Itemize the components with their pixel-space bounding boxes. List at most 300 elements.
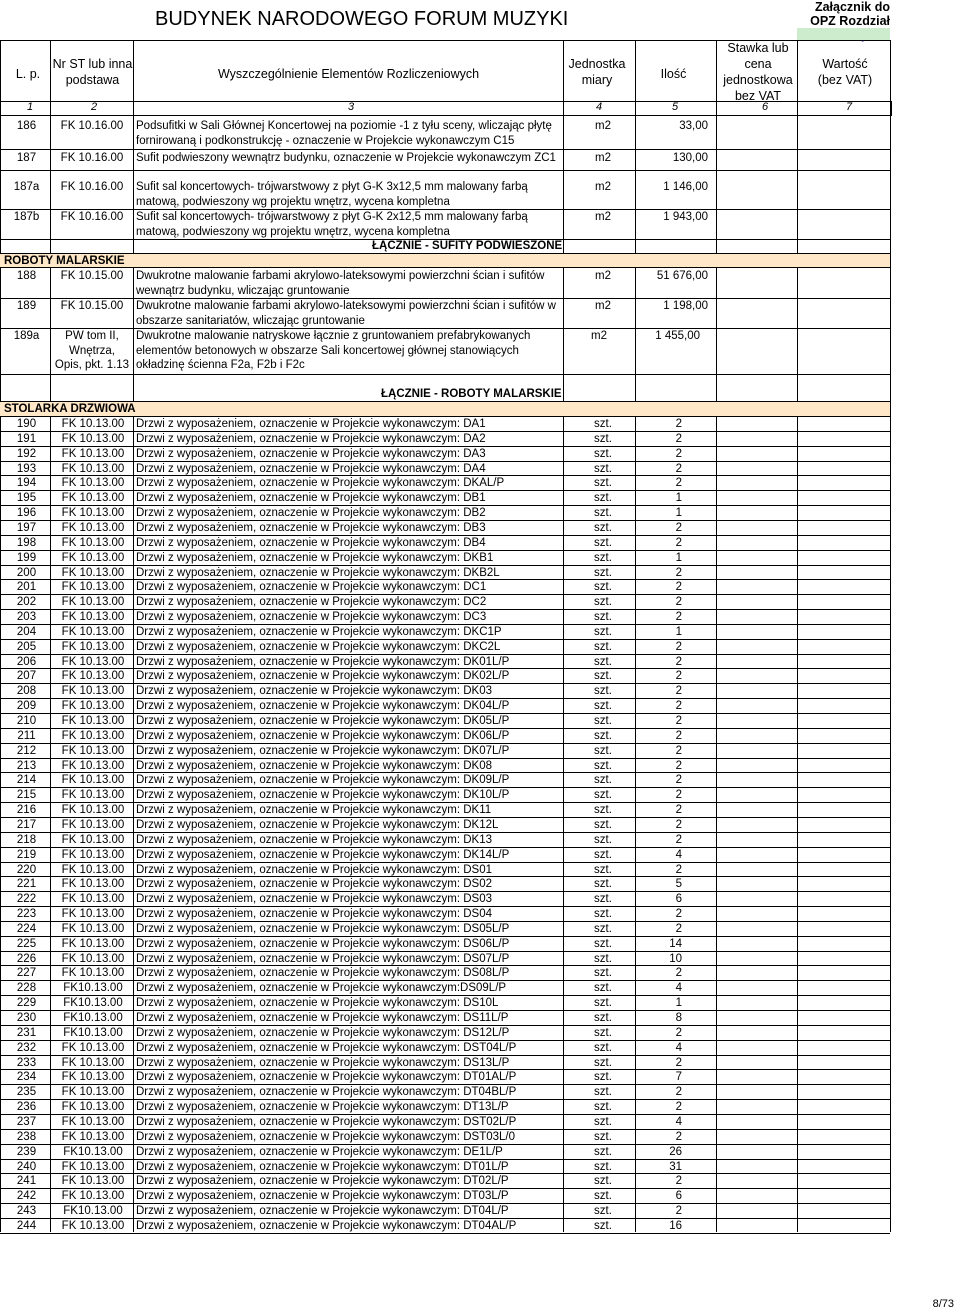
row-unit: szt. xyxy=(594,492,612,505)
row-unit: szt. xyxy=(594,447,612,460)
row-qty: 51 676,00 xyxy=(656,270,708,282)
row-st: FK 10.13.00 xyxy=(61,848,125,861)
row-lp: 211 xyxy=(17,729,36,742)
row-desc: Sufit sal koncertowych- trójwarstwowy z płyt G-K 3x12,5 mm malowany farbą xyxy=(136,181,528,193)
row-lp: 237 xyxy=(16,1115,37,1128)
row-desc: Drzwi z wyposażeniem, oznaczenie w Projekcie wykonawczym: DE1L/P xyxy=(136,1145,503,1158)
row-st: FK 10.13.00 xyxy=(61,759,125,772)
table-row xyxy=(0,1115,890,1130)
table-row xyxy=(0,1174,890,1189)
row-lp: 186 xyxy=(16,120,37,132)
row-st: FK 10.13.00 xyxy=(61,1160,125,1173)
row-qty: 2 xyxy=(675,1130,682,1143)
table-row xyxy=(0,1070,890,1085)
row-desc: Drzwi z wyposażeniem, oznaczenie w Projekcie wykonawczym: DK09L/P xyxy=(136,774,510,787)
row-desc: Drzwi z wyposażeniem, oznaczenie w Projekcie wykonawczym: DS06L/P xyxy=(136,937,510,950)
row-lp: 195 xyxy=(16,492,37,505)
row-st: FK 10.16.00 xyxy=(60,211,124,223)
row-lp: 189a xyxy=(13,330,40,342)
row-st: FK 10.13.00 xyxy=(61,640,125,653)
row-qty: 2 xyxy=(675,729,682,742)
row-st: FK 10.13.00 xyxy=(61,952,125,965)
table-row xyxy=(0,952,890,967)
row-lp: 239 xyxy=(16,1145,37,1158)
row-lp: 204 xyxy=(16,625,37,638)
row-st: FK 10.13.00 xyxy=(61,1086,125,1099)
row-unit: szt. xyxy=(594,908,612,921)
row-st: FK 10.13.00 xyxy=(61,432,125,445)
row-lp: 187b xyxy=(13,211,40,223)
table-row xyxy=(0,625,890,640)
col-number: 1 xyxy=(27,101,34,113)
row-lp: 214 xyxy=(16,774,37,787)
row-st: FK 10.13.00 xyxy=(61,611,125,624)
row-st: FK 10.13.00 xyxy=(61,551,125,564)
table-row xyxy=(0,684,890,699)
row-st: FK 10.13.00 xyxy=(61,715,125,727)
row-unit: szt. xyxy=(594,581,612,594)
table-row xyxy=(0,269,890,284)
table-row xyxy=(0,863,890,878)
row-desc: Drzwi z wyposażeniem, oznaczenie w Projekcie wykonawczym: DKB1 xyxy=(136,551,494,564)
row-st: FK 10.13.00 xyxy=(61,507,125,520)
row-lp: 232 xyxy=(16,1041,37,1054)
table-row xyxy=(0,580,890,595)
row-desc: Drzwi z wyposażeniem, oznaczenie w Projekcie wykonawczym: DS11L/P xyxy=(136,1012,509,1024)
row-qty: 2 xyxy=(675,922,682,935)
row-desc: Drzwi z wyposażeniem, oznaczenie w Projekcie wykonawczym: DA1 xyxy=(136,418,486,430)
row-desc-line1: Dwukrotne malowanie natryskowe łącznie z gruntowaniem prefabrykowanych xyxy=(136,330,531,342)
row-st: FK 10.13.00 xyxy=(61,789,125,802)
row-desc: Drzwi z wyposażeniem, oznaczenie w Projekcie wykonawczym: DK14L/P xyxy=(136,848,510,861)
section-doors-label: STOLARKA DRZWIOWA xyxy=(4,403,136,415)
col-unit-line2: miary xyxy=(581,73,613,87)
row-qty: 1 455,00 xyxy=(655,330,700,342)
row-qty: 130,00 xyxy=(672,152,708,164)
row-lp: 226 xyxy=(16,952,37,965)
row-lp: 231 xyxy=(16,1026,37,1039)
table-row xyxy=(0,714,890,729)
table-row xyxy=(0,833,890,848)
row-st: FK 10.13.00 xyxy=(61,1056,125,1069)
row-qty: 1 943,00 xyxy=(663,211,708,223)
row-unit: szt. xyxy=(594,893,612,906)
row-desc: Drzwi z wyposażeniem, oznaczenie w Projekcie wykonawczym: DK03 xyxy=(136,685,492,698)
row-qty: 2 xyxy=(675,685,682,698)
table-row xyxy=(0,1011,890,1026)
row-lp: 228 xyxy=(16,982,37,995)
row-qty: 2 xyxy=(675,967,682,980)
table-row xyxy=(0,1085,890,1100)
row-unit: szt. xyxy=(594,1190,612,1203)
col-desc: Wyszczególnienie Elementów Rozliczeniowych xyxy=(217,67,480,81)
row-qty: 2 xyxy=(675,418,682,430)
row-st: FK 10.13.00 xyxy=(61,863,125,876)
table-row-cont xyxy=(0,314,890,329)
row-lp: 199 xyxy=(16,551,37,564)
row-unit: szt. xyxy=(594,551,612,564)
row-unit: szt. xyxy=(594,566,612,579)
row-unit: szt. xyxy=(594,1219,612,1232)
grid-line xyxy=(0,40,890,41)
row-unit: szt. xyxy=(594,982,612,995)
row-st: FK 10.13.00 xyxy=(61,908,125,921)
row-unit: szt. xyxy=(594,432,612,445)
row-lp: 227 xyxy=(16,967,37,980)
row-qty: 2 xyxy=(675,447,682,460)
table-row xyxy=(0,640,890,655)
row-lp: 235 xyxy=(16,1086,37,1099)
table-row-cont xyxy=(0,195,890,210)
row-desc: Drzwi z wyposażeniem, oznaczenie w Projekcie wykonawczym: DST03L/0 xyxy=(136,1130,516,1143)
row-desc xyxy=(136,329,564,373)
row-divider xyxy=(0,1233,890,1234)
table-row xyxy=(0,922,890,937)
row-st: FK 10.13.00 xyxy=(61,625,125,638)
row-unit: szt. xyxy=(594,744,612,757)
row-st: FK 10.13.00 xyxy=(61,729,125,742)
row-desc: Drzwi z wyposażeniem, oznaczenie w Projekcie wykonawczym: DK04L/P xyxy=(136,700,510,713)
row-qty: 2 xyxy=(675,611,682,624)
table-row xyxy=(0,773,890,788)
row-desc: Drzwi z wyposażeniem, oznaczenie w Projekcie wykonawczym: DT04L/P xyxy=(136,1205,509,1218)
row-lp: 217 xyxy=(16,818,37,831)
row-desc: fornirowaną i podkonstrukcję - oznaczenie w Projekcie wykonawczym C15 xyxy=(136,135,515,147)
row-lp: 197 xyxy=(16,521,37,534)
table-row xyxy=(0,699,890,714)
total-painting: ŁĄCZNIE - ROBOTY MALARSKIE xyxy=(381,388,562,400)
row-unit: szt. xyxy=(594,596,612,609)
col-qty: Ilość xyxy=(660,67,687,81)
row-st: FK10.13.00 xyxy=(63,1145,123,1158)
row-st: FK 10.16.00 xyxy=(60,120,124,132)
table-row xyxy=(0,937,890,952)
row-lp: 189 xyxy=(16,300,37,312)
col-rate-line4: bez VAT xyxy=(734,89,782,103)
table-row xyxy=(0,1056,890,1071)
table-row xyxy=(0,1130,890,1145)
row-st: FK 10.13.00 xyxy=(61,1041,125,1054)
row-qty: 26 xyxy=(669,1145,682,1158)
row-unit: szt. xyxy=(594,729,612,742)
row-qty: 2 xyxy=(675,1205,682,1218)
col-rate xyxy=(717,40,799,104)
row-desc: Drzwi z wyposażeniem, oznaczenie w Projekcie wykonawczym: DT01AL/P xyxy=(136,1071,517,1084)
row-qty: 2 xyxy=(675,1101,682,1114)
row-st: FK10.13.00 xyxy=(63,997,123,1010)
row-desc: Drzwi z wyposażeniem, oznaczenie w Projekcie wykonawczym: DST02L/P xyxy=(136,1115,517,1128)
row-lp: 198 xyxy=(16,536,37,549)
row-qty: 2 xyxy=(675,596,682,609)
row-qty: 1 xyxy=(675,492,682,505)
row-desc: Drzwi z wyposażeniem, oznaczenie w Projekcie wykonawczym: DKC2L xyxy=(136,640,501,653)
grid-line xyxy=(890,40,891,1232)
row-unit: szt. xyxy=(594,1175,612,1188)
row-qty: 2 xyxy=(675,1056,682,1069)
row-unit: m2 xyxy=(595,211,611,223)
row-lp: 208 xyxy=(16,685,37,698)
row-qty: 2 xyxy=(675,581,682,594)
table-row xyxy=(0,180,890,195)
row-qty: 2 xyxy=(675,833,682,846)
row-desc: Drzwi z wyposażeniem, oznaczenie w Projekcie wykonawczym: DK07L/P xyxy=(136,744,510,757)
row-unit: szt. xyxy=(594,804,612,817)
row-qty: 2 xyxy=(675,759,682,772)
row-desc: Drzwi z wyposażeniem, oznaczenie w Projekcie wykonawczym: DK06L/P xyxy=(136,729,510,742)
row-st: FK 10.13.00 xyxy=(61,1175,125,1188)
col-st xyxy=(50,56,135,88)
row-st: FK 10.13.00 xyxy=(61,418,125,430)
row-st: FK 10.13.00 xyxy=(61,670,125,683)
row-lp: 222 xyxy=(16,893,37,906)
row-st: FK 10.13.00 xyxy=(61,1130,125,1143)
table-row xyxy=(0,892,890,907)
row-unit: szt. xyxy=(594,997,612,1010)
table-row xyxy=(0,788,890,803)
annex-line-1: Załącznik do xyxy=(814,0,890,14)
row-lp: 190 xyxy=(16,418,37,430)
row-desc: wewnątrz budynku, wliczając gruntowanie xyxy=(136,285,350,297)
col-value-line2: (bez VAT) xyxy=(817,73,873,87)
row-lp: 193 xyxy=(16,462,37,475)
row-unit: szt. xyxy=(594,1205,612,1218)
row-desc: Drzwi z wyposażeniem, oznaczenie w Projekcie wykonawczym: DK11 xyxy=(136,804,492,817)
row-qty: 2 xyxy=(675,715,682,727)
row-lp: 230 xyxy=(16,1012,37,1024)
row-lp: 196 xyxy=(16,507,37,520)
row-unit: szt. xyxy=(594,670,612,683)
row-qty: 2 xyxy=(675,536,682,549)
row-qty: 2 xyxy=(675,566,682,579)
row-lp: 205 xyxy=(16,640,37,653)
row-st: FK 10.13.00 xyxy=(61,536,125,549)
row-st: FK 10.13.00 xyxy=(61,492,125,505)
row-desc: Drzwi z wyposażeniem, oznaczenie w Projekcie wykonawczym: DT04BL/P xyxy=(136,1086,517,1099)
col-number: 5 xyxy=(672,101,679,113)
row-qty: 1 xyxy=(675,551,682,564)
row-lp: 202 xyxy=(16,596,37,609)
row-desc: Sufit sal koncertowych- trójwarstwowy z płyt G-K 2x12,5 mm malowany farbą xyxy=(136,211,528,223)
table-row xyxy=(0,210,890,225)
row-unit: szt. xyxy=(594,937,612,950)
section-painting-label: ROBOTY MALARSKIE xyxy=(4,255,125,267)
row-st xyxy=(50,329,134,373)
row-qty: 7 xyxy=(675,1071,682,1084)
page-number: 8/73 xyxy=(932,1298,954,1310)
row-unit: szt. xyxy=(594,967,612,980)
row-lp: 212 xyxy=(16,744,37,757)
row-desc: Drzwi z wyposażeniem, oznaczenie w Projekcie wykonawczym: DT04AL/P xyxy=(136,1219,517,1232)
row-unit: szt. xyxy=(594,922,612,935)
row-st: FK 10.13.00 xyxy=(61,566,125,579)
row-qty: 8 xyxy=(675,1012,682,1024)
row-qty: 2 xyxy=(675,1026,682,1039)
col-rate-line3: jednostkowa xyxy=(723,73,793,87)
row-qty: 14 xyxy=(669,937,682,950)
row-qty: 2 xyxy=(675,744,682,757)
row-qty: 2 xyxy=(675,655,682,668)
row-qty: 4 xyxy=(675,1041,682,1054)
table-row xyxy=(0,536,890,551)
row-lp: 236 xyxy=(16,1101,37,1114)
row-desc: Drzwi z wyposażeniem, oznaczenie w Projekcie wykonawczym: DB4 xyxy=(136,536,486,549)
row-lp: 229 xyxy=(16,997,37,1010)
row-desc: matową, podwieszony wg projektu wnętrz, wycena kompletna xyxy=(136,196,450,208)
row-desc: Drzwi z wyposażeniem, oznaczenie w Projekcie wykonawczym: DB2 xyxy=(136,507,486,520)
row-lp: 194 xyxy=(16,477,37,490)
table-row xyxy=(0,1204,890,1219)
table-row-cont xyxy=(0,225,890,240)
row-desc-line3: okładzinę ścienna F2a, F2b i F2c xyxy=(136,359,305,371)
row-lp: 225 xyxy=(16,937,37,950)
row-lp: 244 xyxy=(16,1219,37,1232)
row-unit: m2 xyxy=(595,270,611,282)
table-row xyxy=(0,966,890,981)
row-st: FK 10.13.00 xyxy=(61,1071,125,1084)
table-row xyxy=(0,803,890,818)
row-desc-line2: elementów betonowych w obszarze Sali koncertowej głównej stanowiących xyxy=(136,344,519,357)
row-lp: 221 xyxy=(16,878,37,891)
row-qty: 2 xyxy=(675,818,682,831)
row-desc: Drzwi z wyposażeniem, oznaczenie w Projekcie wykonawczym: DS02 xyxy=(136,878,492,891)
row-unit: szt. xyxy=(594,1041,612,1054)
row-desc: Drzwi z wyposażeniem, oznaczenie w Projekcie wykonawczym: DS12L/P xyxy=(136,1026,510,1039)
col-st-line2: podstawa xyxy=(65,73,120,87)
row-qty: 6 xyxy=(675,893,682,906)
row-desc: Drzwi z wyposażeniem, oznaczenie w Projekcie wykonawczym: DC3 xyxy=(136,611,487,624)
total-ceilings: ŁĄCZNIE - SUFITY PODWIESZONE xyxy=(372,240,563,252)
row-st: FK 10.13.00 xyxy=(61,1115,125,1128)
row-lp: 218 xyxy=(16,833,37,846)
row-lp: 203 xyxy=(16,611,37,624)
row-divider xyxy=(0,267,890,268)
table-row xyxy=(0,491,890,506)
row-st: FK10.13.00 xyxy=(63,1026,123,1039)
row-divider xyxy=(0,374,890,375)
row-qty: 16 xyxy=(669,1219,682,1232)
table-row-cont xyxy=(0,284,890,299)
row-desc: Drzwi z wyposażeniem, oznaczenie w Projekcie wykonawczym: DS05L/P xyxy=(136,922,510,935)
row-unit: szt. xyxy=(594,1145,612,1158)
row-desc: Dwukrotne malowanie farbami akrylowo-lateksowymi powierzchni ścian i sufitów w xyxy=(136,300,556,312)
row-st: FK 10.16.00 xyxy=(60,181,124,193)
row-unit: m2 xyxy=(595,300,611,312)
table-row xyxy=(0,595,890,610)
row-lp: 192 xyxy=(16,447,37,460)
row-desc: Drzwi z wyposażeniem, oznaczenie w Projekcie wykonawczym: DT03L/P xyxy=(136,1190,509,1203)
row-unit: szt. xyxy=(594,878,612,891)
row-lp: 200 xyxy=(16,566,37,579)
row-desc: Drzwi z wyposażeniem, oznaczenie w Projekcie wykonawczym: DA2 xyxy=(136,432,486,445)
row-lp: 209 xyxy=(16,700,37,713)
row-qty: 6 xyxy=(675,1190,682,1203)
row-st: FK 10.13.00 xyxy=(61,447,125,460)
row-unit: szt. xyxy=(594,863,612,876)
row-unit: szt. xyxy=(594,418,612,430)
row-qty: 4 xyxy=(675,1115,682,1128)
row-unit: m2 xyxy=(595,152,611,164)
table-row xyxy=(0,447,890,462)
row-lp: 216 xyxy=(16,804,37,817)
row-desc: Drzwi z wyposażeniem, oznaczenie w Projekcie wykonawczym: DK12L xyxy=(136,818,499,831)
row-desc: Drzwi z wyposażeniem, oznaczenie w Projekcie wykonawczym: DS04 xyxy=(136,908,492,921)
row-st: FK10.13.00 xyxy=(63,982,123,995)
row-desc: Drzwi z wyposażeniem, oznaczenie w Projekcie wykonawczym: DKAL/P xyxy=(136,477,505,490)
row-lp: 220 xyxy=(16,863,37,876)
row-desc: Drzwi z wyposażeniem, oznaczenie w Projekcie wykonawczym: DC1 xyxy=(136,581,487,594)
row-lp: 206 xyxy=(16,655,37,668)
row-lp: 188 xyxy=(16,270,37,282)
row-unit: szt. xyxy=(594,700,612,713)
row-qty: 2 xyxy=(675,670,682,683)
row-unit: szt. xyxy=(594,611,612,624)
row-unit: szt. xyxy=(594,789,612,802)
row-st: FK 10.13.00 xyxy=(61,596,125,609)
table-header xyxy=(0,40,960,103)
row-unit: szt. xyxy=(594,507,612,520)
row-qty: 2 xyxy=(675,640,682,653)
col-number: 3 xyxy=(348,101,355,113)
row-st: FK 10.16.00 xyxy=(60,152,124,164)
row-desc: Drzwi z wyposażeniem, oznaczenie w Projekcie wykonawczym: DB3 xyxy=(136,521,486,534)
row-unit: szt. xyxy=(594,1101,612,1114)
section-painting xyxy=(0,254,890,268)
row-qty: 2 xyxy=(675,863,682,876)
col-number: 4 xyxy=(596,101,603,113)
row-desc: Drzwi z wyposażeniem, oznaczenie w Projekcie wykonawczym: DKB2L xyxy=(136,566,500,579)
row-lp: 241 xyxy=(16,1175,37,1188)
row-desc: Drzwi z wyposażeniem, oznaczenie w Projekcie wykonawczym: DK08 xyxy=(136,759,492,772)
row-desc: Drzwi z wyposażeniem, oznaczenie w Projekcie wykonawczym: DK05L/P xyxy=(136,715,510,727)
row-qty: 1 146,00 xyxy=(663,181,708,193)
row-qty: 2 xyxy=(675,789,682,802)
row-qty: 2 xyxy=(675,700,682,713)
row-st: FK10.13.00 xyxy=(63,1205,123,1218)
row-qty: 31 xyxy=(669,1160,682,1173)
col-unit xyxy=(562,56,632,88)
row-desc: Drzwi z wyposażeniem, oznaczenie w Projekcie wykonawczym: DT01L/P xyxy=(136,1160,509,1173)
row-unit: szt. xyxy=(594,952,612,965)
row-st: FK 10.13.00 xyxy=(61,1219,125,1232)
table-row xyxy=(0,907,890,922)
table-row xyxy=(0,476,890,491)
row-desc: Drzwi z wyposażeniem, oznaczenie w Projekcie wykonawczym: DS13L/P xyxy=(136,1056,510,1069)
row-lp: 233 xyxy=(16,1056,37,1069)
table-row xyxy=(0,1189,890,1204)
row-lp: 224 xyxy=(16,922,37,935)
row-qty: 33,00 xyxy=(679,120,708,132)
row-unit: szt. xyxy=(594,640,612,653)
table-row xyxy=(0,506,890,521)
row-desc: Drzwi z wyposażeniem, oznaczenie w Projekcie wykonawczym: DT13L/P xyxy=(136,1101,509,1114)
row-qty: 5 xyxy=(675,878,682,891)
table-row xyxy=(0,432,890,447)
table-row xyxy=(0,151,890,166)
row-qty: 1 xyxy=(675,997,682,1010)
row-desc: Drzwi z wyposażeniem, oznaczenie w Projekcie wykonawczym: DA4 xyxy=(136,462,486,475)
table-row xyxy=(0,521,890,536)
row-desc: Drzwi z wyposażeniem, oznaczenie w Projekcie wykonawczym: DS07L/P xyxy=(136,952,510,965)
table-row xyxy=(0,744,890,759)
table-row xyxy=(0,759,890,774)
row-unit: szt. xyxy=(594,1012,612,1024)
row-st: FK 10.13.00 xyxy=(61,818,125,831)
row-qty: 4 xyxy=(675,982,682,995)
table-row xyxy=(0,1160,890,1175)
col-rate-line1: Stawka lub xyxy=(727,41,789,55)
row-desc: Drzwi z wyposażeniem, oznaczenie w Projekcie wykonawczym: DST04L/P xyxy=(136,1041,517,1054)
row-st: FK 10.13.00 xyxy=(61,462,125,475)
